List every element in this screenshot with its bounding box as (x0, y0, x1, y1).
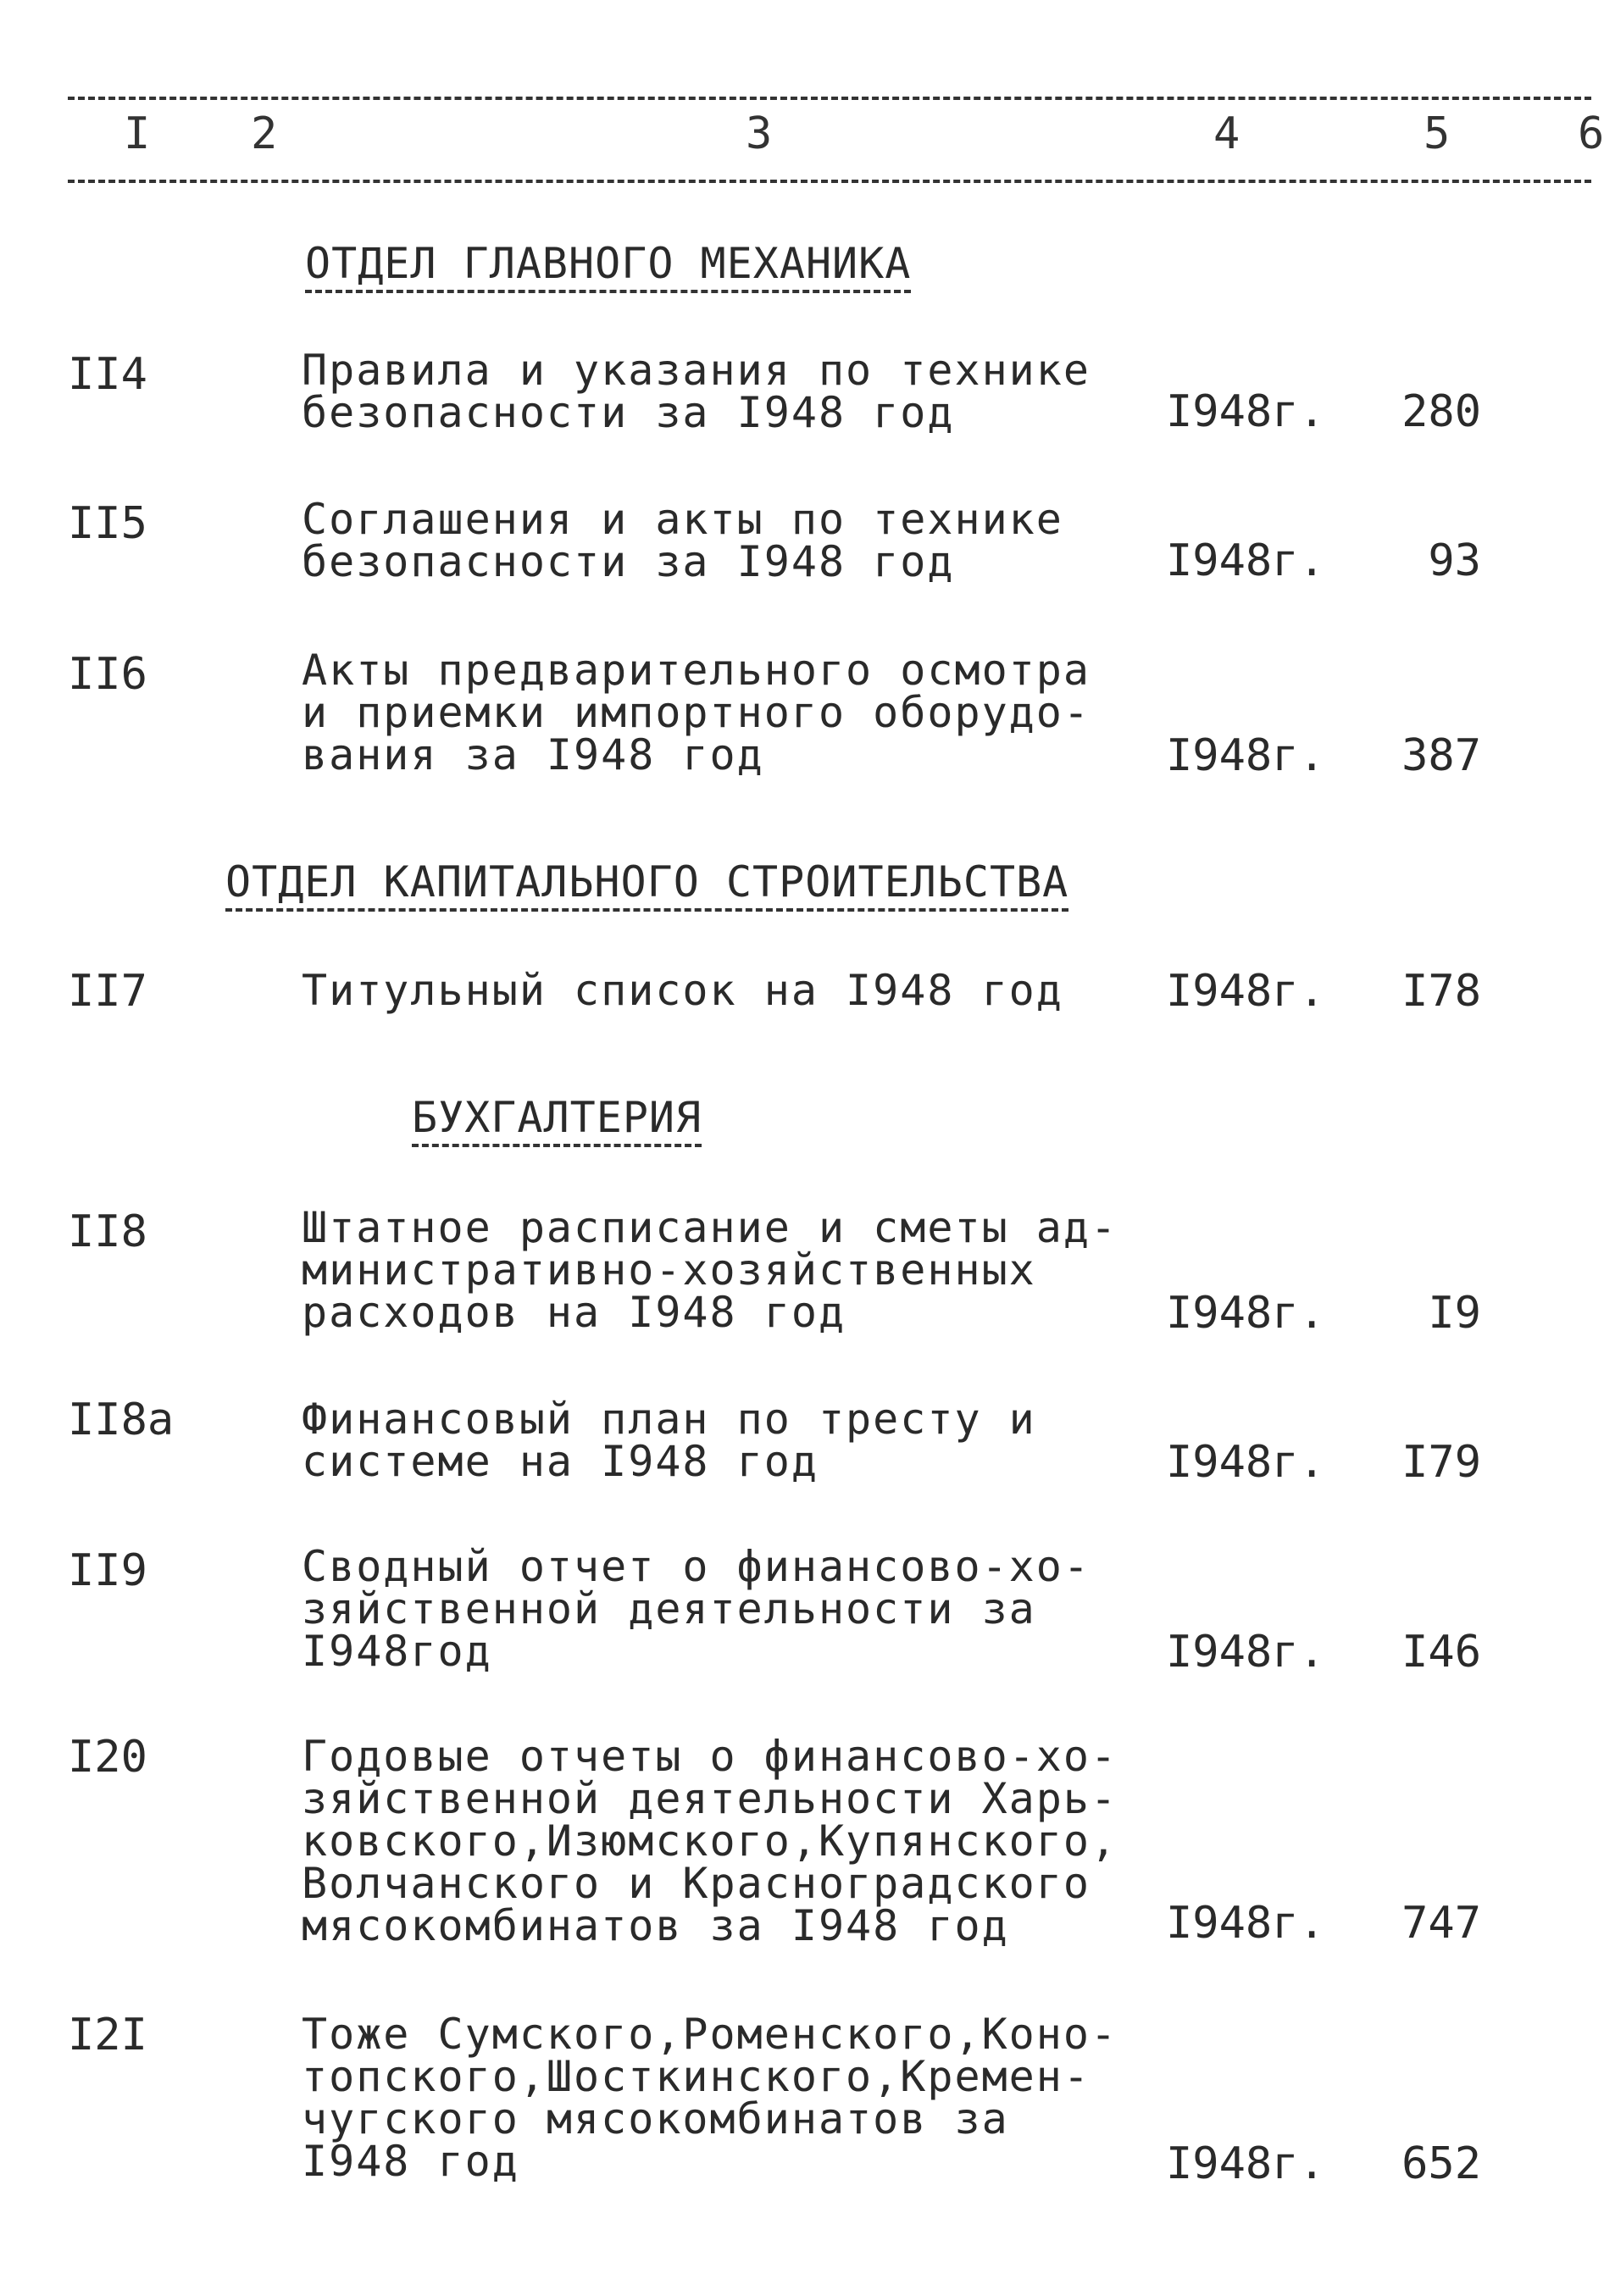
row-title-line: Волчанского и Красноградского (302, 1859, 1091, 1908)
header-bottom-rule (68, 180, 1591, 183)
header-top-rule (68, 97, 1591, 100)
section-title-chief-mechanic: ОТДЕЛ ГЛАВНОГО МЕХАНИКА (305, 239, 911, 293)
row-title-line: расходов на I948 год (302, 1288, 846, 1337)
row-sheet-count: I9 (1428, 1288, 1481, 1339)
column-number-1: I (124, 108, 151, 159)
row-title-line: безопасности за I948 год (302, 537, 955, 586)
row-sheet-count: 747 (1401, 1898, 1481, 1949)
column-number-6: 6 (1578, 108, 1604, 159)
column-number-2: 2 (251, 108, 278, 159)
row-title-line: министративно-хозяйственных (302, 1245, 1036, 1295)
row-title-line: зяйственной деятельности Харь- (302, 1774, 1118, 1823)
row-title-line: безопасности за I948 год (302, 388, 955, 437)
row-number: II8а (68, 1395, 175, 1445)
row-sheet-count: 387 (1401, 730, 1481, 781)
row-date: I948г. (1166, 2138, 1325, 2189)
row-number: I20 (68, 1732, 147, 1783)
column-number-5: 5 (1424, 108, 1451, 159)
row-number: II4 (68, 349, 147, 400)
row-title-line: зяйственной деятельности за (302, 1584, 1036, 1633)
row-sheet-count: 652 (1401, 2138, 1481, 2189)
row-number: II9 (68, 1545, 147, 1596)
row-date: I948г. (1166, 1898, 1325, 1949)
row-date: I948г. (1166, 386, 1325, 437)
row-number: II8 (68, 1206, 147, 1257)
row-title-line: Правила и указания по технике (302, 346, 1091, 395)
row-sheet-count: I78 (1401, 966, 1481, 1017)
section-title-accounting: БУХГАЛТЕРИЯ (412, 1093, 702, 1147)
row-date: I948г. (1166, 730, 1325, 781)
row-title (302, 346, 1091, 437)
row-title (302, 495, 1081, 586)
row-title (302, 646, 1091, 779)
row-title-line: I948год (302, 1627, 492, 1676)
row-number: I2I (68, 2010, 147, 2060)
column-number-4: 4 (1213, 108, 1240, 159)
section-title-capital-construction: ОТДЕЛ КАПИТАЛЬНОГО СТРОИТЕЛЬСТВА (225, 857, 1068, 912)
row-title-line: Финансовый план по тресту и (302, 1395, 1036, 1444)
row-date: I948г. (1166, 535, 1325, 586)
row-number: II6 (68, 649, 147, 700)
row-title (302, 1203, 1118, 1337)
row-sheet-count: 280 (1401, 386, 1481, 437)
row-title-line: Титульный список на I948 год (302, 966, 1063, 1015)
row-title-line: системе на I948 год (302, 1437, 819, 1486)
row-sheet-count: 93 (1428, 535, 1481, 586)
row-number: II5 (68, 498, 147, 549)
row-date: I948г. (1166, 966, 1325, 1017)
row-title-line: ковского,Изюмского,Купянского, (302, 1816, 1118, 1866)
row-title-line: топского,Шосткинского,Кремен- (302, 2052, 1091, 2101)
row-title-line: Годовые отчеты о финансово-хо- (302, 1732, 1118, 1781)
column-number-3: 3 (746, 108, 773, 159)
row-title-line: Акты предварительного осмотра (302, 646, 1091, 695)
row-title-line: Тоже Сумского,Роменского,Коно- (302, 2010, 1118, 2059)
row-date: I948г. (1166, 1437, 1325, 1488)
row-title-line: чугского мясокомбинатов за (302, 2094, 1009, 2143)
row-title-line: и приемки импортного оборудо- (302, 688, 1091, 737)
row-title-line: Штатное расписание и сметы ад- (302, 1203, 1118, 1252)
row-title-line: мясокомбинатов за I948 год (302, 1901, 1009, 1950)
row-title-line: Соглашения и акты по технике (302, 495, 1063, 544)
row-title-line: Сводный отчет о финансово-хо- (302, 1542, 1091, 1591)
row-date: I948г. (1166, 1288, 1325, 1339)
row-title (302, 1542, 1091, 1676)
row-number: II7 (68, 966, 147, 1017)
row-title (302, 2010, 1118, 2186)
row-title-line: вания за I948 год (302, 730, 764, 779)
row-title (302, 966, 1081, 1015)
row-date: I948г. (1166, 1627, 1325, 1678)
row-sheet-count: I46 (1401, 1627, 1481, 1678)
row-title-line: I948 год (302, 2137, 519, 2186)
row-sheet-count: I79 (1401, 1437, 1481, 1488)
row-title (302, 1395, 1081, 1486)
row-title (302, 1732, 1118, 1950)
